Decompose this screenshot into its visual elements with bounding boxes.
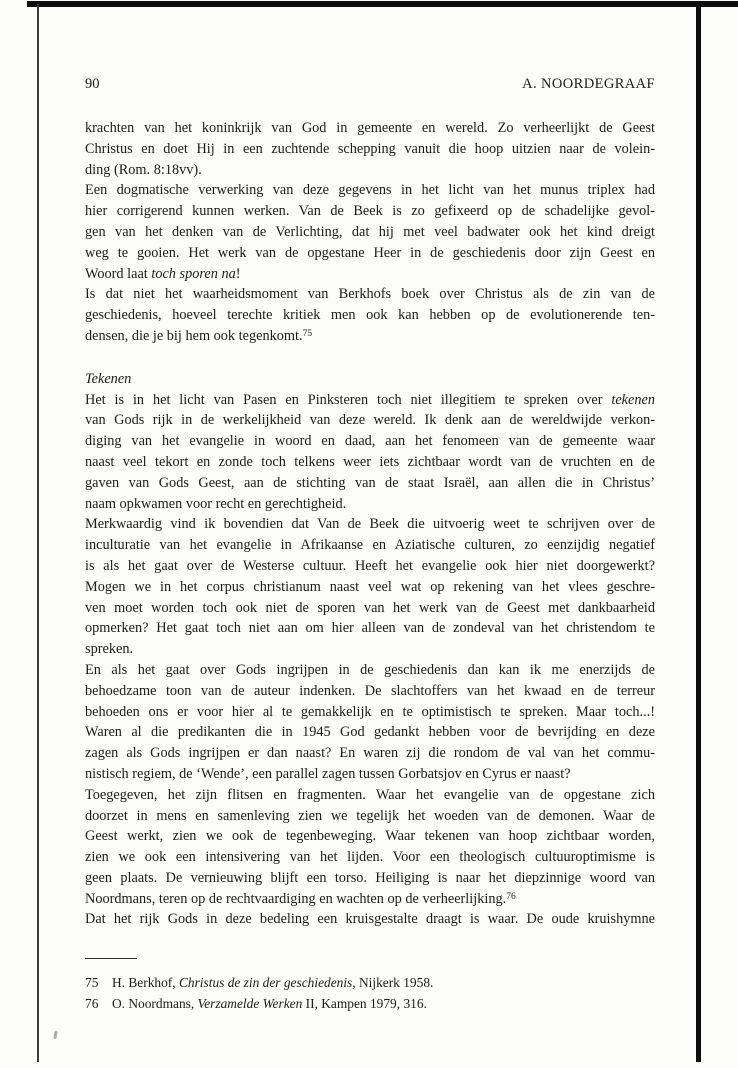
text-line (85, 390, 655, 411)
italic-text-run: Tekenen (85, 370, 132, 387)
text-run: opmerken? Het gaat toch niet aan om hier alleen van de zondeval van het christendom te (85, 620, 655, 637)
text-line (85, 889, 655, 910)
text-line (85, 618, 655, 639)
text-run: geschiedenis, hoeveel terechte kritiek men ook kan hebben op de evolutionerende ten- (85, 307, 655, 324)
italic-text-run: Verzamelde Werken (197, 996, 303, 1012)
italic-text-run: tekenen (611, 391, 655, 408)
text-line (85, 452, 655, 473)
text-run: Merkwaardig vind ik bovendien dat Van de Beek die uitvoerig weet te schrijven over de (85, 516, 655, 533)
text-line (85, 139, 655, 160)
paragraph (85, 909, 655, 930)
text-run: ! (235, 265, 241, 282)
text-line (85, 785, 655, 806)
text-line (85, 660, 655, 681)
text-run: ding (Rom. 8:18vv). (85, 161, 202, 178)
text-run: is als het gaat over de Westerse cultuur. Heeft het evangelie ook hier niet doorgewerkt? (85, 557, 655, 574)
text-line (85, 556, 655, 577)
page-header (85, 0, 655, 94)
text-run: , Nijkerk 1958. (352, 975, 434, 991)
text-run: spreken. (85, 641, 134, 658)
text-run: krachten van het koninkrijk van God in gemeente en wereld. Zo verheerlijkt de Geest (85, 120, 655, 136)
paragraph (85, 785, 655, 910)
text-run: nistisch regiem, de ‘Wende’, een parallel zagen tussen Gorbatsjov en Cyrus er naast? (85, 765, 571, 782)
footnote (85, 993, 655, 1014)
text-run: Een dogmatische verwerking van deze gegevens in het licht van het munus triplex had (85, 182, 655, 199)
text-run: Het is in het licht van Pasen en Pinksteren toch niet illegitiem te spreken over (85, 391, 612, 408)
text-line (85, 743, 655, 764)
running-head: A. NOORDEGRAAF (522, 76, 655, 92)
text-line (85, 222, 655, 243)
text-line (85, 702, 655, 723)
text-line (85, 118, 655, 139)
text-run: En als het gaat over Gods ingrijpen in de geschiedenis dan kan ik me enerzijds de (85, 661, 655, 678)
text-line (85, 514, 655, 535)
paragraph (85, 390, 655, 515)
text-run: densen, die je bij hem ook tegenkomt. (85, 327, 303, 344)
paragraph (85, 660, 655, 785)
text-line (85, 681, 655, 702)
text-line (85, 326, 655, 347)
body-text (85, 118, 655, 930)
text-line (85, 722, 655, 743)
footnote-reference: 76 (506, 891, 516, 902)
text-line (85, 284, 655, 305)
text-line (85, 598, 655, 619)
footnote-number: 76 (85, 996, 99, 1012)
paragraph (85, 284, 655, 346)
text-run: II, Kampen 1979, 316. (302, 996, 427, 1012)
text-run: weg te gooien. Het werk van de opgestane Heer in de geschiedenis door zijn Geest en (85, 244, 655, 261)
text-line (85, 180, 655, 201)
text-line (85, 535, 655, 556)
text-run: naast veel tekort en zonde toch telkens weer iets zichtbaar wordt van de vruchten en de (85, 453, 655, 470)
text-run: doorzet in mens en samenleving zien we tegelijk het woeden van de demonen. Waar de (85, 807, 655, 824)
text-run: Toegegeven, het zijn flitsen en fragmenten. Waar het evangelie van de opgestane zich (85, 786, 655, 803)
footnote-text (112, 972, 655, 993)
text-run: Waren al die predikanten die in 1945 God gedankt hebben voor de bevrijding en deze (85, 724, 655, 741)
text-run: Dat het rijk Gods in deze bedeling een kruisgestalte draagt is waar. De oude kruishymne (85, 911, 655, 928)
text-line (85, 264, 655, 285)
text-run: diging van het evangelie in woord en daad, aan het fenomeen van de gemeente waar (85, 433, 655, 450)
italic-text-run: Christus de zin der geschiedenis (178, 975, 353, 991)
text-run: hier corrigerend kunnen werken. Van de Beek is zo gefixeerd op de schadelijke gevol- (85, 203, 655, 220)
text-line (85, 201, 655, 222)
scan-speck-artifact (53, 1031, 57, 1039)
text-line (85, 473, 655, 494)
text-run: Geest werkt, zien we ook de tegenbeweging. Waar tekenen van hoop zichtbaar worden, (85, 828, 655, 845)
text-line (85, 826, 655, 847)
text-run: H. Berkhof, (112, 975, 179, 991)
text-run: behoedzame toon van de auteur indenken. De slachtoffers van het kwaad en de terreur (85, 682, 655, 699)
text-run: naam opkwamen voor recht en gerechtigheid. (85, 495, 347, 512)
text-line (85, 494, 655, 515)
text-run: Noordmans, teren op de rechtvaardiging en wachten op de verheerlijking. (85, 890, 507, 907)
text-line (85, 806, 655, 827)
text-line (85, 764, 655, 785)
text-run: ven moet worden toch ook niet de sporen van het werk van de Geest met dankbaarheid (85, 599, 655, 616)
footnote-reference: 75 (302, 328, 313, 339)
text-run: inculturatie van het evangelie in Afrikaanse en Aziatische culturen, zo eenzijdig negatief (85, 537, 655, 554)
text-run: gen van het denken van de Verlichting, dat hij met veel badwater ook het kind dreigt (85, 223, 655, 240)
page-content (85, 0, 655, 1014)
scan-border-left (37, 4, 39, 1062)
section-heading (85, 369, 655, 390)
page-number: 90 (85, 76, 100, 92)
footnote-divider (85, 958, 137, 959)
text-line (85, 243, 655, 264)
text-run: Mogen we in het corpus christianum naast veel wat op rekening van het vlees geschre- (85, 578, 655, 595)
text-run: Christus en doet Hij in een zuchtende schepping vanuit die hoop uitzien naar de volein- (85, 140, 655, 157)
text-run: gaven van Gods Geest, aan de stichting van de staat Israël, aan allen die in Christus’ (85, 474, 655, 491)
text-line (85, 577, 655, 598)
text-run: O. Noordmans, (112, 996, 198, 1012)
footnote (85, 972, 655, 993)
text-run: behoeden ons er voor hier al te gemakkelijk en te optimistisch te spreken. Maar toch...! (85, 703, 655, 720)
text-line (85, 305, 655, 326)
text-line (85, 868, 655, 889)
text-run: van Gods rijk in de werkelijkheid van deze wereld. Ik denk aan de wereldwijde verkon- (85, 412, 655, 429)
paragraph (85, 514, 655, 660)
italic-text-run: toch sporen na (151, 265, 236, 282)
footnote-text (112, 993, 655, 1014)
text-run: geen plaats. De vernieuwing blijft een torso. Heiliging is naar het diepzinnige woord van (85, 869, 655, 886)
paragraph (85, 118, 655, 180)
footnote-number: 75 (85, 975, 99, 991)
footnotes (85, 972, 655, 1014)
text-run: Is dat niet het waarheidsmoment van Berkhofs boek over Christus als de zin van de (85, 286, 655, 303)
paragraph (85, 180, 655, 284)
text-line (85, 639, 655, 660)
text-run: Woord laat (85, 265, 152, 282)
text-line (85, 160, 655, 181)
text-line (85, 431, 655, 452)
text-line (85, 410, 655, 431)
text-line (85, 847, 655, 868)
text-run: zien we ook een intensivering van het lijden. Voor een theologisch cultuuroptimisme is (85, 849, 655, 866)
scan-border-right (696, 2, 701, 1062)
text-run: zagen als Gods ingrijpen er dan naast? En waren zij die rondom de val van het commu- (85, 745, 655, 762)
text-line (85, 909, 655, 930)
